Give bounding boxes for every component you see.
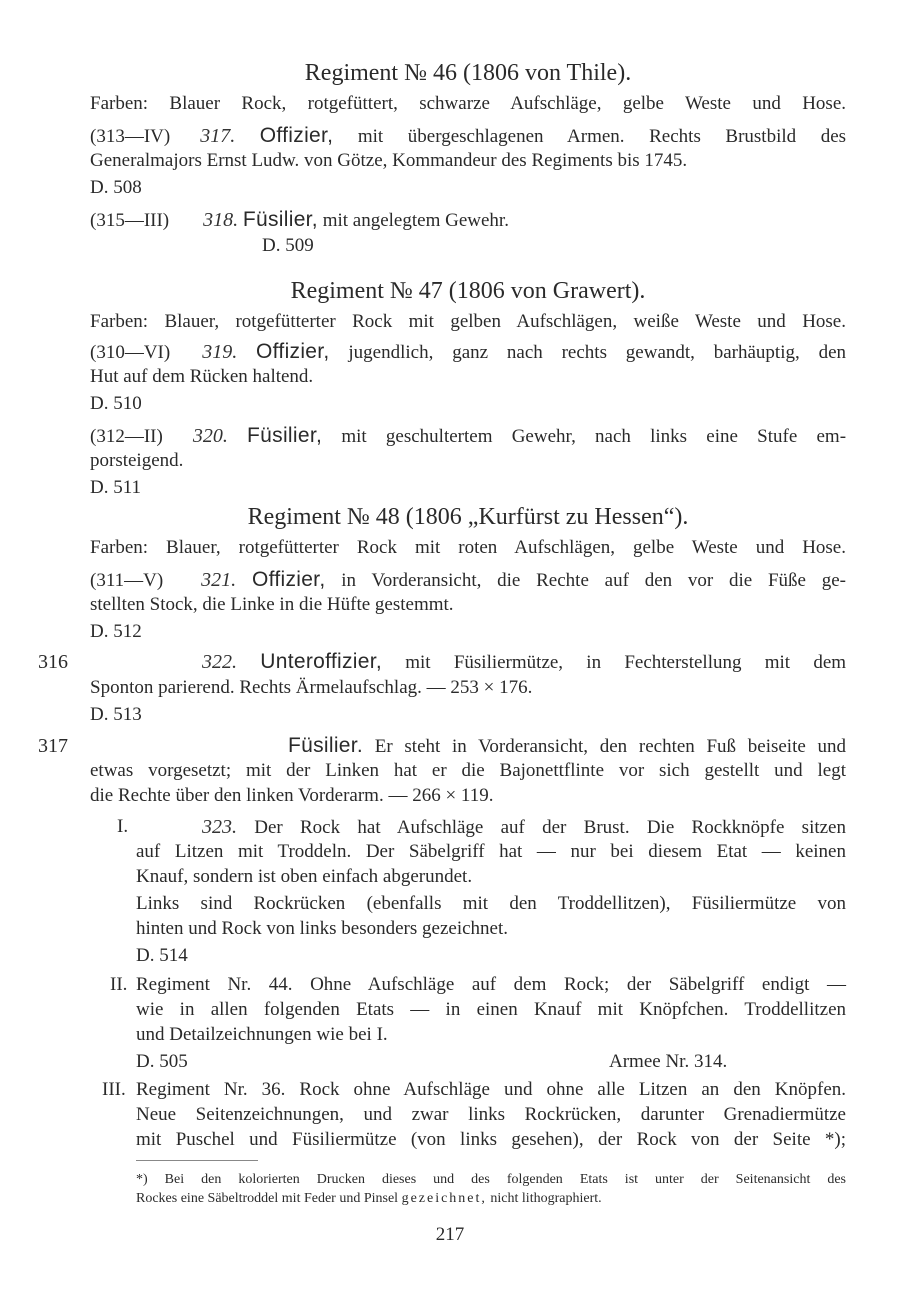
entry-text: mit geschultertem Gewehr, nach links eine Stufe em- [341, 426, 847, 447]
entry-title: Füsilier. [288, 734, 364, 757]
entry-number: 321. [201, 569, 237, 591]
etat-i-line2: auf Litzen mit Troddeln. Der Säbelgriff hat — nur bei diesem Etat — keinen [136, 841, 846, 862]
footnote-text: nicht lithographiert. [490, 1191, 602, 1206]
regiment-48-heading: Regiment № 48 (1806 „Kurfürst zu Hessen“). [247, 504, 689, 530]
footnote-line2 [136, 1190, 846, 1208]
regiment-47-farben: Farben: Blauer, rotgefütterter Rock mit gelben Aufschlägen, weiße Weste und Hose. [90, 311, 846, 332]
entry-317-line2: Generalmajors Ernst Ludw. von Götze, Kommandeur des Regiments bis 1745. [90, 150, 688, 171]
entry-317-d: D. 508 [90, 177, 142, 198]
etat-i-line4: Links sind Rockrücken (ebenfalls mit den Troddellitzen), Füsiliermütze von [136, 893, 846, 914]
entry-322-line2: Sponton parierend. Rechts Ärmelaufschlag. — 253 × 176. [90, 677, 533, 698]
etat-iii-line2: Neue Seitenzeichnungen, und zwar links Rockrücken, darunter Grenadiermütze [136, 1104, 846, 1125]
margin-number-317: 317 [38, 735, 68, 757]
entry-number: 319. [202, 341, 238, 363]
entry-code: (315—III) [90, 210, 170, 231]
entry-318 [90, 208, 846, 233]
entry-321-d: D. 512 [90, 621, 142, 642]
entry-number: 323. [202, 816, 237, 838]
entry-322-d: D. 513 [90, 704, 142, 725]
entry-number: 318. [203, 209, 239, 231]
etat-i-line5: hinten und Rock von links besonders gezeichnet. [136, 918, 509, 939]
entry-text: mit übergeschlagenen Armen. Rechts Brustbild des [357, 126, 847, 147]
fusilier-317-line2: etwas vorgesetzt; mit der Linken hat er die Bajonettflinte vor sich gestellt und legt [90, 760, 846, 781]
entry-317 [90, 124, 846, 149]
etat-ii-label: II. [110, 974, 128, 995]
entry-title: Offizier, [256, 340, 330, 363]
entry-code: (313—IV) [90, 126, 171, 147]
margin-number-316: 316 [38, 651, 68, 673]
regiment-48-farben: Farben: Blauer, rotgefütterter Rock mit roten Aufschlägen, gelbe Weste und Hose. [90, 537, 846, 558]
entry-title: Füsilier, [247, 424, 323, 447]
etat-ii-line3: und Detailzeichnungen wie bei I. [136, 1024, 388, 1045]
entry-319-line2: Hut auf dem Rücken haltend. [90, 366, 314, 387]
etat-iii-line1: Regiment Nr. 36. Rock ohne Aufschläge und ohne alle Litzen an den Knöpfen. [136, 1079, 846, 1100]
entry-319-d: D. 510 [90, 393, 142, 414]
etat-iii-label: III. [102, 1079, 126, 1100]
etat-i-line3: Knauf, sondern ist oben einfach abgerundet. [136, 866, 473, 887]
etat-iii-line3: mit Puschel und Füsiliermütze (von links gesehen), der Rock von der Seite *); [136, 1129, 846, 1150]
entry-number: 320. [192, 425, 228, 447]
entry-text: Der Rock hat Aufschläge auf der Brust. Die Rockknöpfe sitzen [254, 817, 846, 838]
page-number: 217 [435, 1224, 465, 1245]
footnote-text: Rockes eine Säbeltroddel mit Feder und Pinsel [136, 1191, 399, 1206]
entry-title: Offizier, [251, 568, 326, 591]
entry-320-d: D. 511 [90, 477, 142, 498]
entry-321-line2: stellten Stock, die Linke in die Hüfte gestemmt. [90, 594, 454, 615]
footnote-line1: *) Bei den kolorierten Drucken dieses und des folgenden Etats ist unter der Seitenansicht des [136, 1172, 846, 1187]
entry-title: Offizier, [259, 124, 334, 147]
entry-text: Er steht in Vorderansicht, den rechten Fuß beiseite und [374, 736, 846, 757]
entry-text: jugendlich, ganz nach rechts gewandt, barhäuptig, den [348, 342, 847, 363]
fusilier-317 [288, 734, 846, 759]
etat-ii-line2: wie in allen folgenden Etats — in einen Knauf mit Knöpfchen. Troddellitzen [136, 999, 846, 1020]
etat-i-line1 [202, 815, 846, 840]
entry-code: (312—II) [90, 426, 163, 447]
entry-title: Füsilier, [242, 208, 318, 231]
etat-ii-d: D. 505 [136, 1051, 188, 1072]
regiment-46-heading: Regiment № 46 (1806 von Thile). [304, 60, 632, 86]
regiment-47-heading: Regiment № 47 (1806 von Grawert). [290, 278, 646, 304]
regiment-46-farben: Farben: Blauer Rock, rotgefüttert, schwarze Aufschläge, gelbe Weste und Hose. [90, 93, 846, 114]
entry-text: in Vorderansicht, die Rechte auf den vor die Füße ge- [341, 570, 847, 591]
footnote-rule [136, 1160, 258, 1161]
entry-319 [90, 340, 846, 365]
etat-i-label: I. [117, 816, 129, 837]
entry-320 [90, 424, 846, 449]
entry-318-d: D. 509 [262, 235, 314, 256]
entry-title: Unteroffizier, [260, 650, 382, 673]
entry-number: 317. [200, 125, 236, 147]
entry-321 [90, 568, 846, 593]
entry-text: mit angelegtem Gewehr. [322, 210, 509, 231]
entry-320-line2: porsteigend. [90, 450, 184, 471]
entry-number: 322. [202, 651, 237, 673]
etat-i-d: D. 514 [136, 945, 188, 966]
entry-code: (310—VI) [90, 342, 171, 363]
entry-text: mit Füsiliermütze, in Fechterstellung mit dem [405, 652, 847, 673]
entry-code: (311—V) [90, 570, 164, 591]
etat-ii-armee: Armee Nr. 314. [609, 1051, 728, 1072]
footnote-emphasis: gezeichnet, [401, 1191, 487, 1206]
entry-322 [202, 650, 846, 675]
etat-ii-line1: Regiment Nr. 44. Ohne Aufschläge auf dem Rock; der Säbelgriff endigt — [136, 974, 846, 995]
fusilier-317-line3: die Rechte über den linken Vorderarm. — 266 × 119. [90, 785, 494, 806]
